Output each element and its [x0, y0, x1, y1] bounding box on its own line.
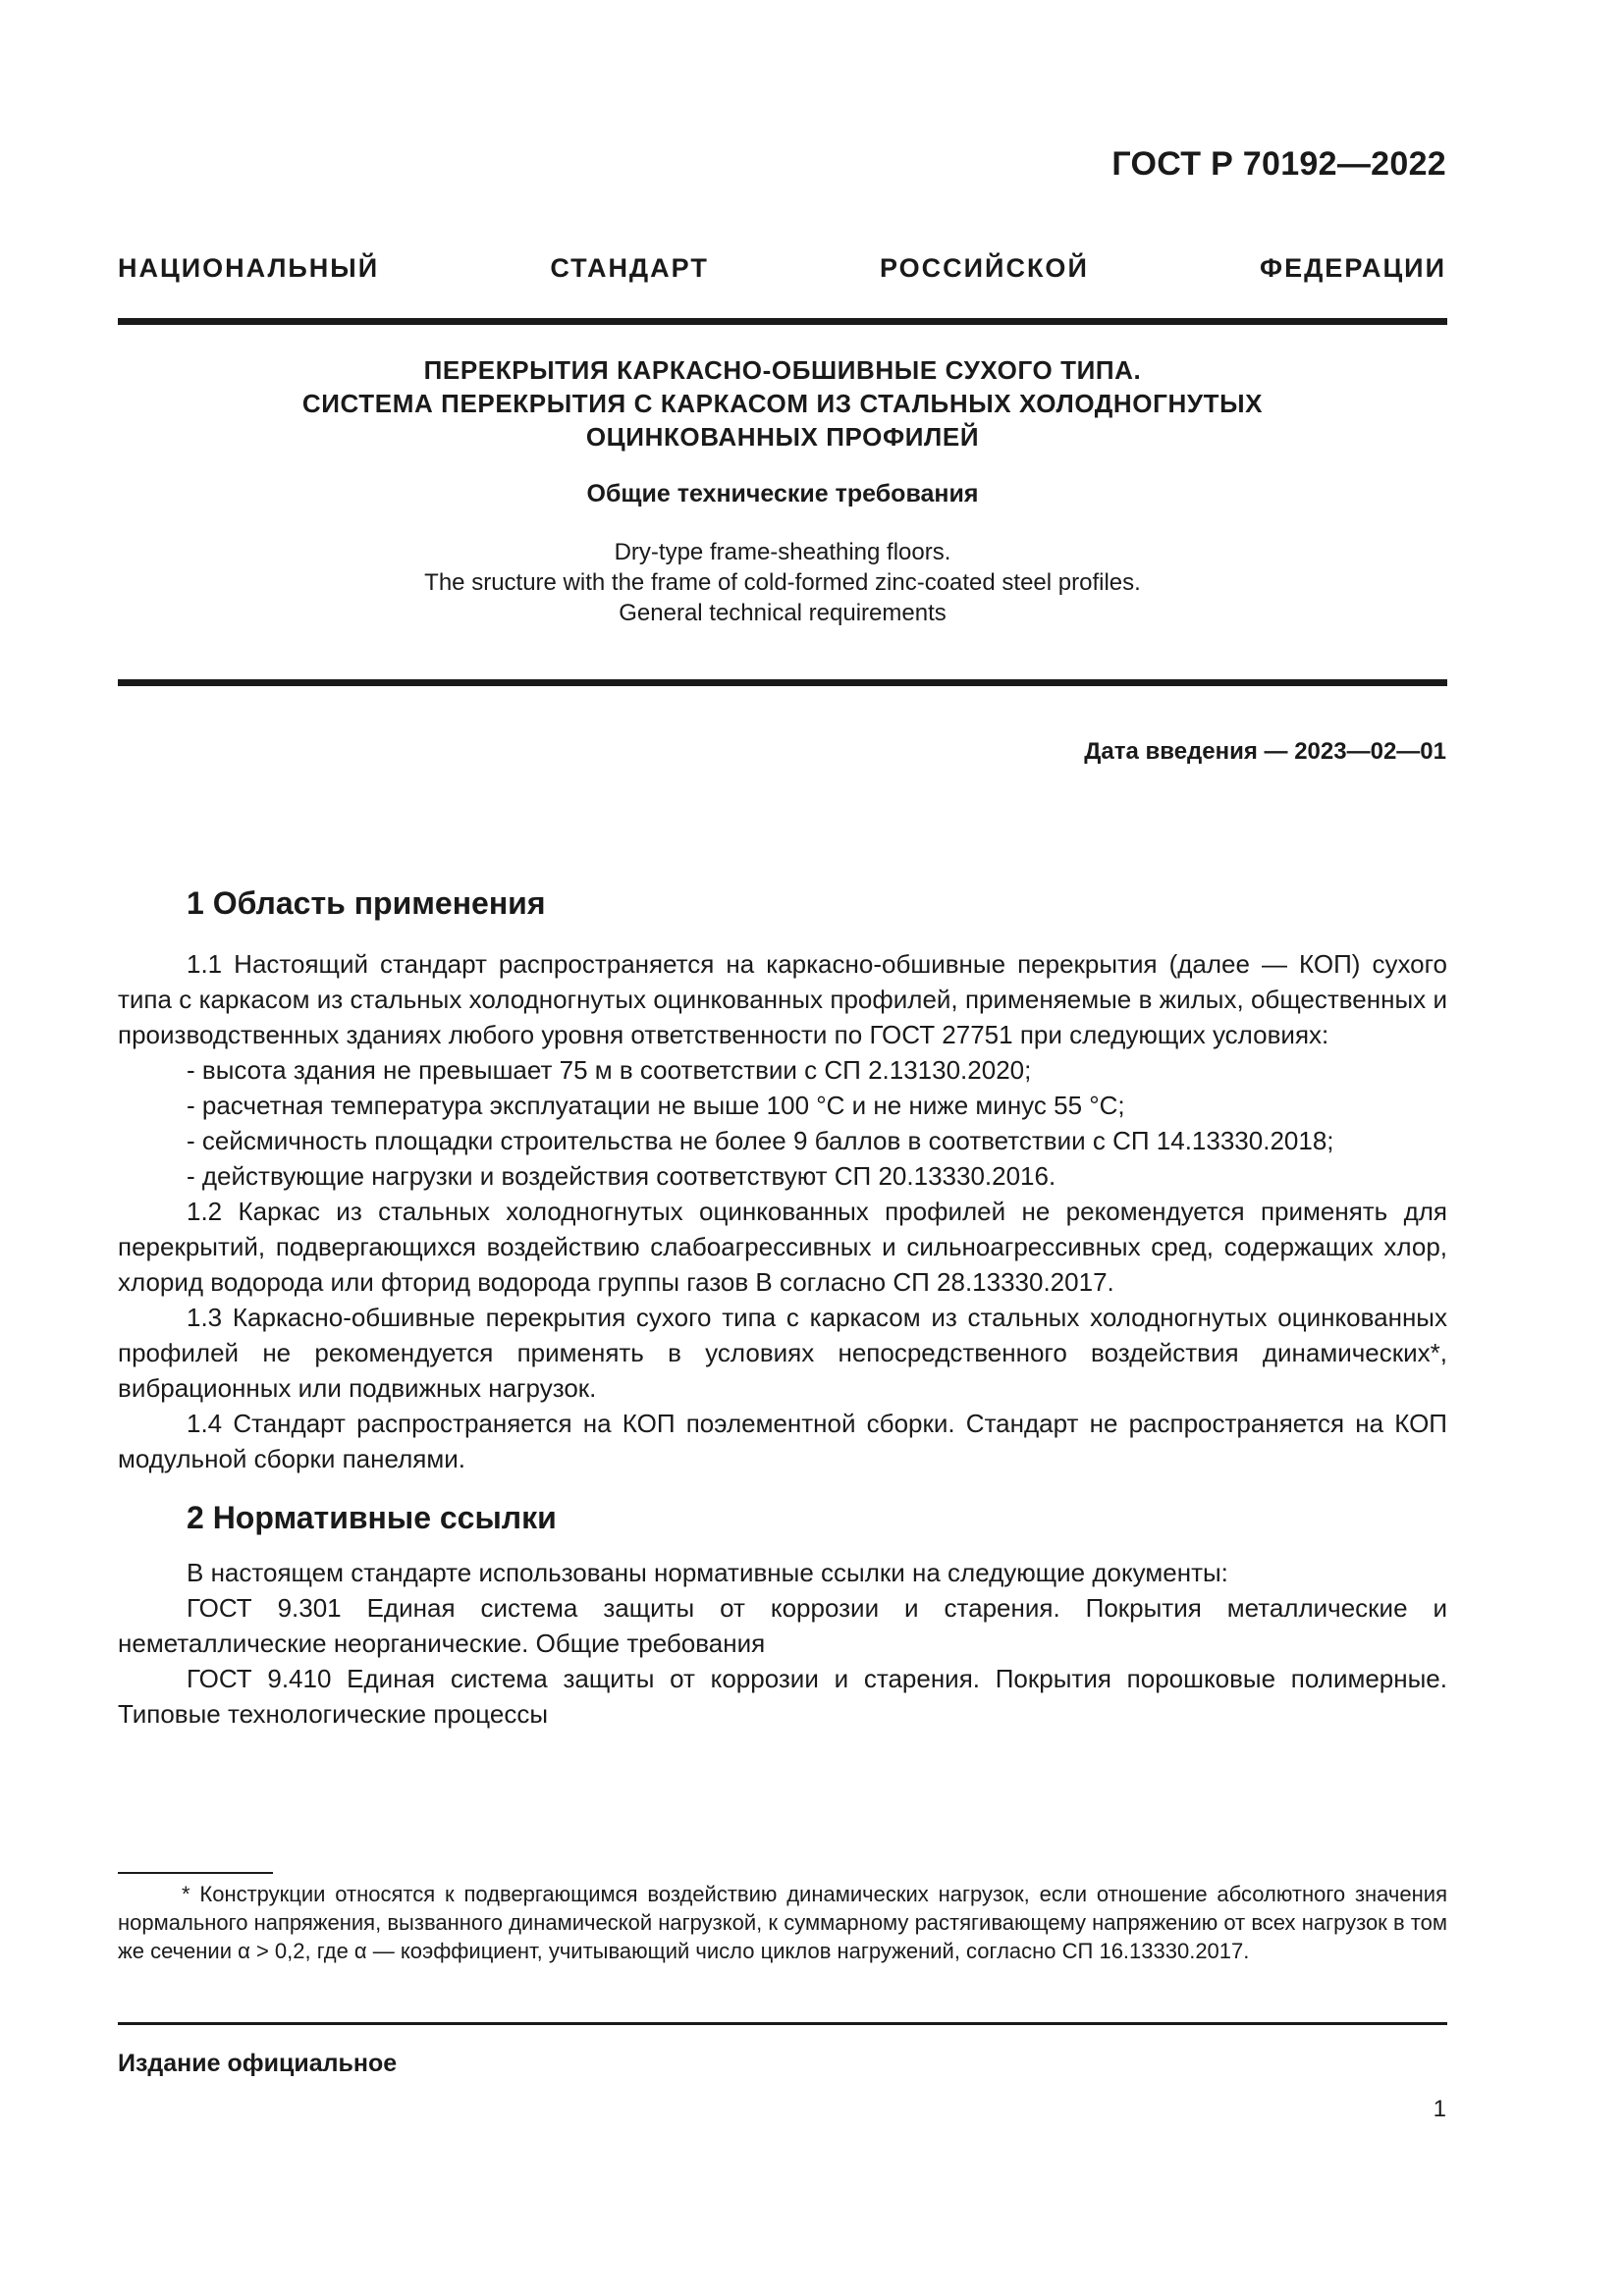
- title-en-line: Dry-type frame-sheathing floors.: [614, 539, 951, 565]
- page-number: 1: [1433, 2096, 1446, 2122]
- paragraph-1-1: 1.1 Настоящий стандарт распространяется на каркасно-обшивные перекрытия (далее — КОП) сухого типа с каркасом из стальных холодногнутых оцинкованных профилей, применяемые в жилых, общественных и производственных зданиях любого уровня ответственности по ГОСТ 27751 при следующих условиях:: [118, 949, 1447, 1049]
- title-ru-line: ПЕРЕКРЫТИЯ КАРКАСНО-ОБШИВНЫЕ СУХОГО ТИПА.: [423, 355, 1142, 385]
- top-rule: [118, 318, 1447, 325]
- list-item: - действующие нагрузки и воздействия соответствуют СП 20.13330.2016.: [187, 1161, 1056, 1191]
- section-heading: 1 Область применения: [187, 885, 546, 921]
- title-ru-line: ОЦИНКОВАННЫХ ПРОФИЛЕЙ: [585, 422, 980, 452]
- footnote-separator: [118, 1872, 273, 1874]
- list-item: - высота здания не превышает 75 м в соответствии с СП 2.13130.2020;: [187, 1055, 1032, 1085]
- subtitle-ru: Общие технические требования: [586, 480, 979, 507]
- reference-item: ГОСТ 9.410 Единая система защиты от коррозии и старения. Покрытия порошковые полимерные. Типовые технологические процессы: [118, 1664, 1447, 1729]
- paragraph-1-4: 1.4 Стандарт распространяется на КОП поэлементной сборки. Стандарт не распространяется на КОП модульной сборки панелями.: [118, 1409, 1447, 1473]
- list-item: - сейсмичность площадки строительства не более 9 баллов в соответствии с СП 14.13330.2018;: [187, 1126, 1334, 1155]
- footer-rule: [118, 2022, 1447, 2025]
- section-scope: [118, 883, 1447, 1732]
- paragraph-references-intro: В настоящем стандарте использованы нормативные ссылки на следующие документы:: [187, 1558, 1228, 1587]
- title-block: [118, 353, 1447, 628]
- paragraph-1-2: 1.2 Каркас из стальных холодногнутых оцинкованных профилей не рекомендуется применять для перекрытий, подвергающихся воздействию слабоагрессивных и сильноагрессивных сред, содержащих хлор, хлорид водорода или фторид водорода группы газов В согласно СП 28.13330.2017.: [118, 1197, 1447, 1297]
- official-edition-label: Издание официальное: [118, 2050, 398, 2077]
- title-en-line: The sructure with the frame of cold-formed zinc-coated steel profiles.: [424, 569, 1141, 596]
- reference-item: ГОСТ 9.301 Единая система защиты от коррозии и старения. Покрытия металлические и неметаллические неорганические. Общие требования: [118, 1593, 1447, 1658]
- national-standard-banner: НАЦИОНАЛЬНЫЙ СТАНДАРТ РОССИЙСКОЙ ФЕДЕРАЦИИ: [118, 253, 1446, 283]
- title-ru: [118, 353, 1447, 454]
- title-en-line: General technical requirements: [619, 600, 947, 626]
- list-item: - расчетная температура эксплуатации не выше 100 °С и не ниже минус 55 °С;: [187, 1091, 1125, 1120]
- paragraph-1-3: 1.3 Каркасно-обшивные перекрытия сухого типа с каркасом из стальных холодногнутых оцинкованных профилей не рекомендуется применять в условиях непосредственного воздействия динамических*, вибрационных или подвижных нагрузок.: [118, 1303, 1447, 1403]
- introduction-date: Дата введения — 2023—02—01: [1084, 738, 1446, 765]
- footnote: * Конструкции относятся к подвергающимся воздействию динамических нагрузок, если отношение абсолютного значения нормального напряжения, вызванного динамической нагрузкой, к суммарному растягивающему напряжению от всех нагрузок в том же сечении α > 0,2, где α — коэффициент, учитывающий число циклов нагружений, согласно СП 16.13330.2017.: [118, 1882, 1447, 1963]
- title-ru-line: СИСТЕМА ПЕРЕКРЫТИЯ С КАРКАСОМ ИЗ СТАЛЬНЫХ ХОЛОДНОГНУТЫХ: [301, 389, 1264, 418]
- title-en: [118, 537, 1447, 628]
- section-heading: 2 Нормативные ссылки: [187, 1500, 557, 1535]
- document-code: ГОСТ Р 70192—2022: [1111, 145, 1446, 183]
- title-bottom-rule: [118, 679, 1447, 686]
